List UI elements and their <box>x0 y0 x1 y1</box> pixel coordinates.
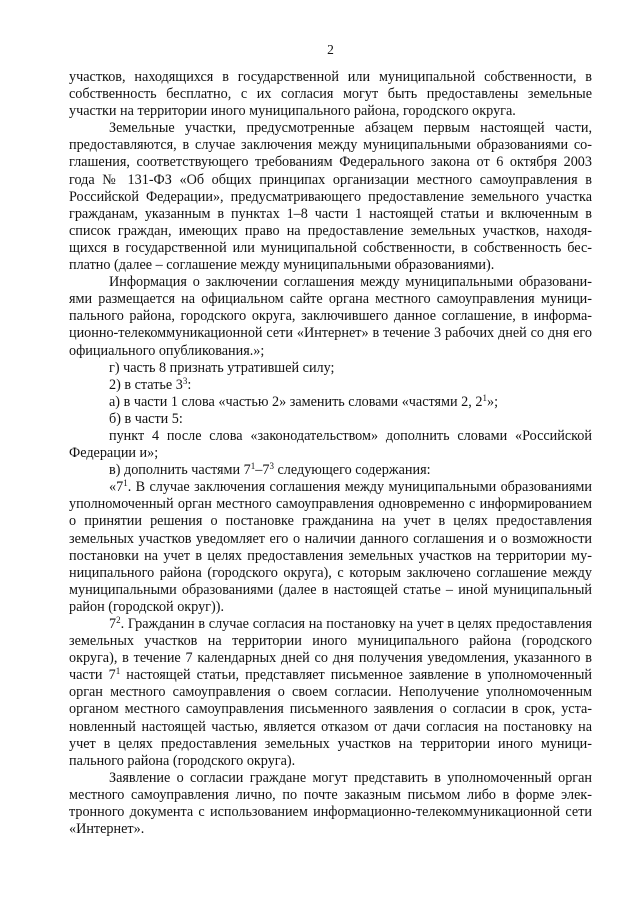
paragraph <box>69 428 592 462</box>
paragraph <box>69 616 592 770</box>
page-number: 2 <box>327 42 334 57</box>
text-run: пункт 4 после слова «законодательством» дополнить словами «Российской Федерации и»; <box>69 427 592 462</box>
text-run: 7 <box>109 616 117 632</box>
text-run: Заявление о согласии граждане могут представить в уполномоченный орган местного самоуправления лично, по почте заказным письмом либо в форме электронного документа с использованием информационно-телекоммуникационной сети «Интернет». <box>69 769 592 838</box>
superscript-index: 1 <box>250 461 256 472</box>
text-run: следующего содержания: <box>273 462 431 479</box>
document-body <box>69 69 592 838</box>
superscript-index: 2 <box>116 615 121 625</box>
superscript-index: 3 <box>269 461 274 472</box>
superscript-index: 1 <box>482 392 487 403</box>
text-run: а) в части 1 слова «частью 2» заменить словами «частями 2, 2 <box>109 393 483 410</box>
text-run: в) дополнить частями 7 <box>109 462 251 479</box>
paragraph <box>69 462 592 479</box>
paragraph <box>69 394 592 411</box>
superscript-index: 1 <box>115 666 121 677</box>
text-run: Земельные участки, предусмотренные абзацем первым настоящей части, предоставляются, в случае заключения между муниципальными образованиями соглашения, соответствующего требованиям Федерального закона от 6 октября 2003 года № 131-ФЗ «Об общих принципах организации местного самоуправления в Российской Федерации», предусматривающего предоставление земельного участка гражданам, указанным в пунктах 1–8 части 1 настоящей статьи и включенным в список граждан, имеющих право на предоставление земельных участков, находящихся в государственной или муниципальной собственности, в собственность бесплатно (далее – соглашение между муниципальными образованиями). <box>69 120 592 274</box>
superscript-index: 3 <box>182 375 188 386</box>
paragraph <box>69 479 592 616</box>
text-run: Информация о заключении соглашения между муниципальными образованиями размещается на официальном сайте органа местного самоуправления муниципального района, городского округа, заключившего данное соглашение, в информационно-телекоммуникационной сети «Интернет» в течение 3 рабочих дней со дня его официального опубликования.»; <box>69 274 592 359</box>
text-run: участков, находящихся в государственной или муниципальной собственности, в собственность бесплатно, с их согласия могут быть предоставлены земельные участки на территории иного муниципального района, городского округа. <box>69 69 592 120</box>
paragraph <box>69 69 592 120</box>
text-run: . В случае заключения соглашения между муниципальными образованиями уполномоченный орган местного самоуправления одновременно с информированием о принятии решения о постановке гражданина на учет в целях предоставления земельных участков уведомляет его о наличии данного соглашения и о возможности постановки на учет в целях предоставления земельных участков на территории муниципального района (городского округа), с которым заключено соглашение между муниципальными образованиями (далее в настоящей статье – иной муниципальный район (городской округ)). <box>69 479 592 615</box>
superscript-index: 1 <box>123 478 128 489</box>
text-run: –7 <box>255 462 270 479</box>
paragraph <box>69 120 592 274</box>
paragraph <box>69 411 592 428</box>
paragraph <box>69 360 592 377</box>
text-run: »; <box>486 393 499 410</box>
text-run: . Гражданин в случае согласия на постановку на учет в целях предоставления земельных участков на территории иного муниципального района (городского округа), в течение 7 календарных дней со дня получения уведомления, указанного в части 7 <box>69 616 592 684</box>
text-run: 2) в статье 3 <box>109 376 183 393</box>
text-run: г) часть 8 признать утратившей силу; <box>109 359 335 376</box>
paragraph <box>69 377 592 394</box>
paragraph <box>69 770 592 838</box>
text-run: «7 <box>109 479 124 496</box>
text-run: : <box>187 376 192 393</box>
text-run: б) в части 5: <box>109 410 183 427</box>
paragraph <box>69 274 592 359</box>
text-run: настоящей статьи, представляет письменное заявление в уполномоченный орган местного самоуправления о своем согласии. Неполучение уполномоченным органом местного самоуправления письменного заявления о согласии в срок, установленный настоящей частью, является отказом от дачи согласия на постановку на учет в целях предоставления земельных участков на территории иного муниципального района (городского округа). <box>69 667 592 769</box>
